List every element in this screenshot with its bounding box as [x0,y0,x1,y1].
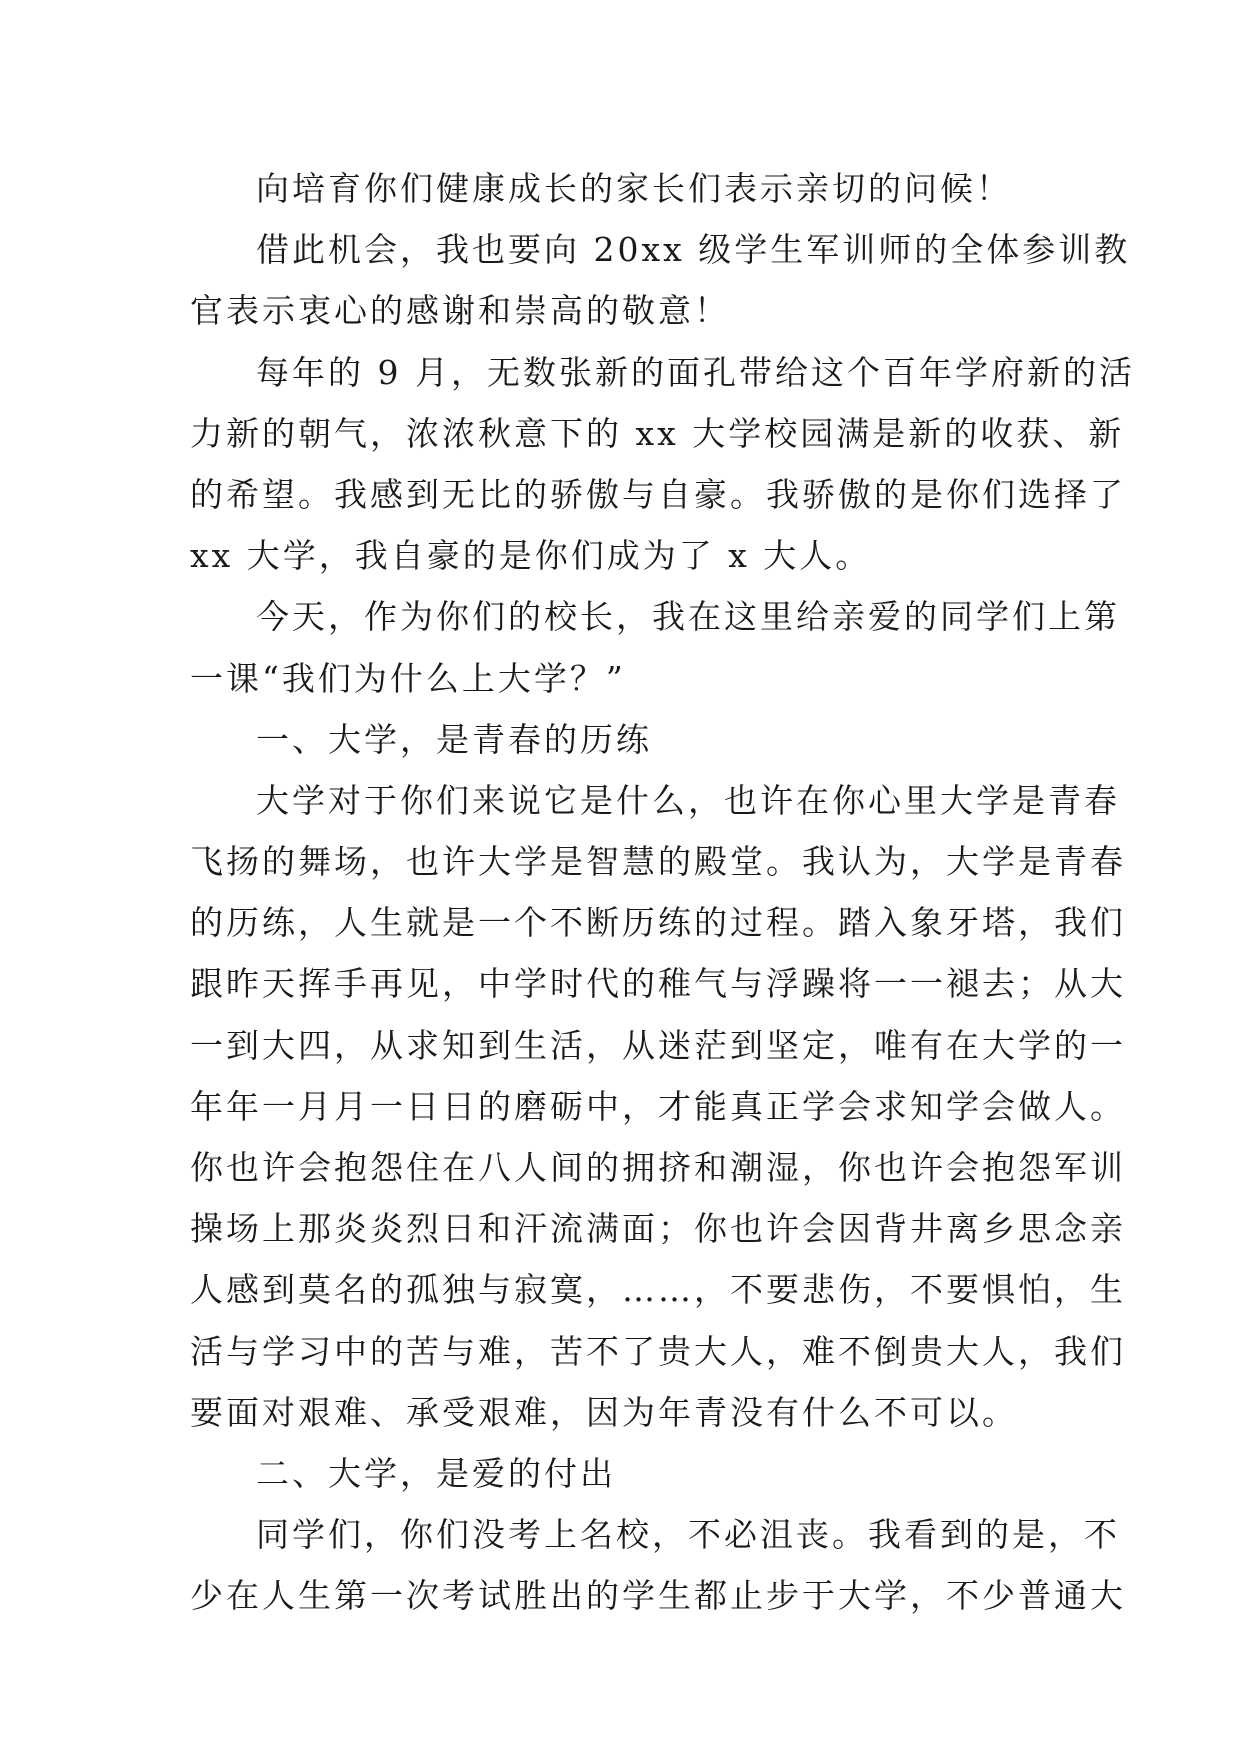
text-line: 你也许会抱怨住在八人间的拥挤和潮湿，你也许会抱怨军训 [190,1148,1126,1187]
text-line: 官表示衷心的感谢和崇高的敬意！ [190,291,730,331]
text-line: 跟昨天挥手再见，中学时代的稚气与浮躁将一一褪去；从大 [190,964,1126,1004]
text-line: 要面对艰难、承受艰难，因为年青没有什么不可以。 [190,1392,1018,1432]
text-line: 飞扬的舞场，也许大学是智慧的殿堂。我认为，大学是青春 [190,842,1126,882]
text-line: 一课“我们为什么上大学？” [190,658,626,698]
paragraph-first-line: 同学们，你们没考上名校，不必沮丧。我看到的是，不 [256,1515,1120,1555]
paragraph-first-line: 每年的 9 月，无数张新的面孔带给这个百年学府新的活 [256,352,1135,392]
text-line: 活与学习中的苦与难，苦不了贵大人，难不倒贵大人，我们 [190,1331,1126,1371]
text-line: 操场上那炎炎烈日和汗流满面；你也许会因背井离乡思念亲 [190,1209,1126,1249]
section-heading: 一、大学，是青春的历练 [256,719,652,759]
paragraph-first-line: 借此机会，我也要向 20xx 级学生军训师的全体参训教 [256,230,1131,270]
text-line: 人感到莫名的孤独与寂寞，……，不要悲伤，不要惧怕，生 [190,1270,1126,1310]
text-line: 力新的朝气，浓浓秋意下的 xx 大学校园满是新的收获、新 [190,413,1125,453]
document-body [190,158,1135,1627]
text-line: 的历练，人生就是一个不断历练的过程。踏入象牙塔，我们 [190,903,1126,943]
paragraph-first-line: 今天，作为你们的校长，我在这里给亲爱的同学们上第 [256,597,1120,637]
text-line: 的希望。我感到无比的骄傲与自豪。我骄傲的是你们选择了 [190,474,1126,514]
text-line: 一到大四，从求知到生活，从迷茫到坚定，唯有在大学的一 [190,1025,1126,1065]
text-line: xx 大学，我自豪的是你们成为了 x 大人。 [190,536,872,576]
text-line: 年年一月月一日日的磨砺中，才能真正学会求知学会做人。 [190,1086,1126,1126]
text-line: 少在人生第一次考试胜出的学生都止步于大学，不少普通大 [190,1576,1126,1616]
section-heading: 二、大学，是爱的付出 [256,1453,616,1493]
text-line: 向培育你们健康成长的家长们表示亲切的问候！ [256,169,1012,208]
paragraph-first-line: 大学对于你们来说它是什么，也许在你心里大学是青春 [256,780,1120,820]
